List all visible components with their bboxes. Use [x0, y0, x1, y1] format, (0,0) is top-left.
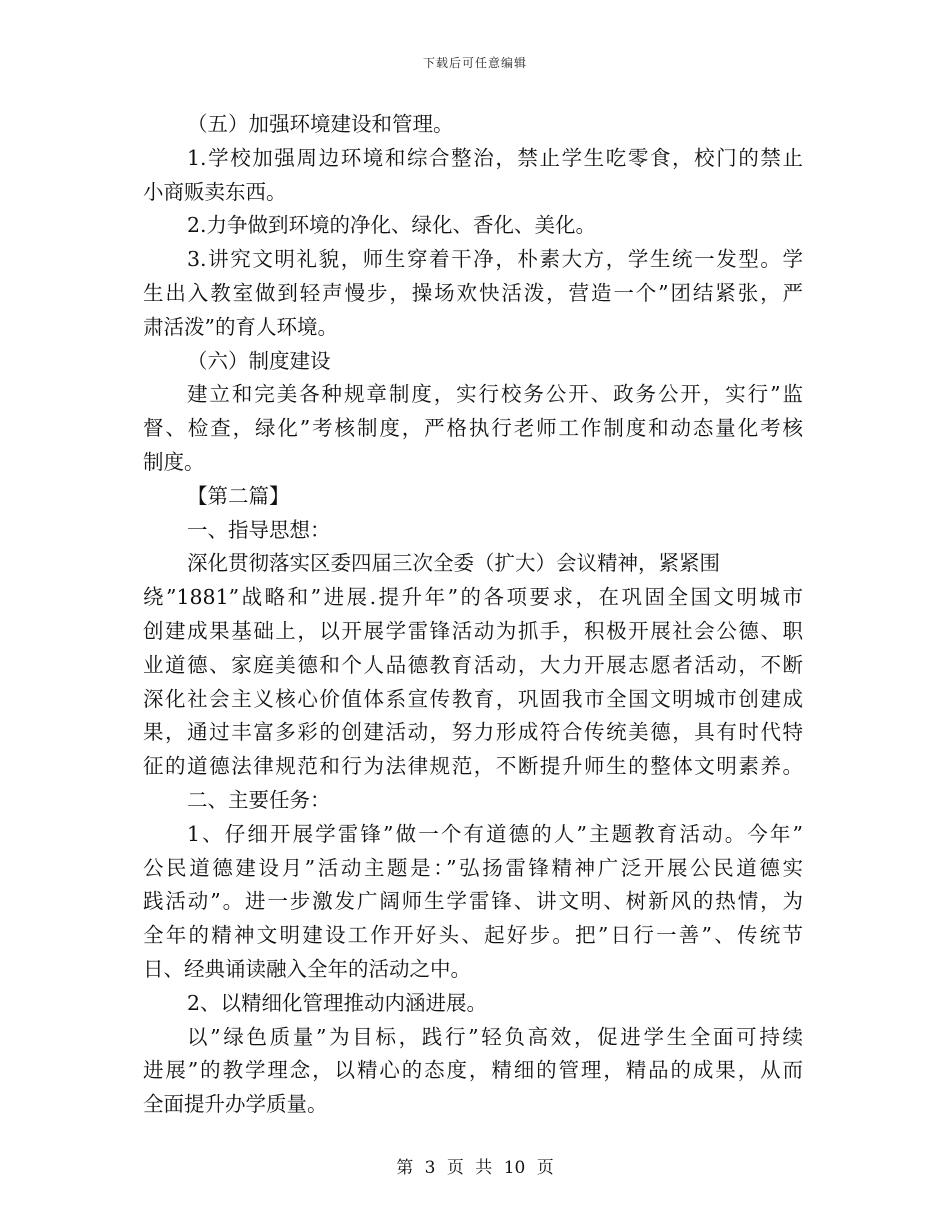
- text-line: 1.学校加强周边环境和综合整治，禁止学生吃零食，校门的禁止: [187, 145, 803, 170]
- text-line: 2、以精细化管理推动内涵进展。: [187, 990, 488, 1015]
- text-line: 创建成果基础上，以开展学雷锋活动为抓手，积极开展社会公德、职: [143, 618, 803, 643]
- text-line: （六）制度建设: [187, 348, 331, 373]
- text-line: 督、检查，绿化”考核制度，严格执行老师工作制度和动态量化考核: [143, 416, 803, 441]
- text-line: 业道德、家庭美德和个人品德教育活动，大力开展志愿者活动，不断: [143, 652, 803, 677]
- text-line: 深化社会主义核心价值体系宣传教育，巩固我市全国文明城市创建成: [143, 686, 803, 711]
- text-line: 以”绿色质量”为目标，践行”轻负高效，促进学生全面可持续: [187, 1024, 803, 1049]
- text-line: 二、主要任务：: [187, 787, 331, 812]
- text-line: 【第二篇】: [187, 483, 290, 508]
- text-line: 践活动”。进一步激发广阔师生学雷锋、讲文明、树新风的热情，为: [143, 889, 803, 914]
- page-header: 下载后可任意编辑: [422, 56, 527, 70]
- text-line: 日、经典诵读融入全年的活动之中。: [143, 956, 471, 981]
- text-line: 公民道德建设月”活动主题是：”弘扬雷锋精神广泛开展公民道德实: [143, 855, 803, 880]
- text-line: 建立和完美各种规章制度，实行校务公开、政务公开，实行”监: [187, 382, 803, 407]
- text-line: 深化贯彻落实区委四届三次全委（扩大）会议精神，紧紧围: [187, 551, 720, 576]
- text-line: 一、指导思想：: [187, 517, 331, 542]
- text-line: 生出入教室做到轻声慢步，操场欢快活泼，营造一个”团结紧张，严: [143, 280, 803, 305]
- text-line: 小商贩卖东西。: [143, 179, 287, 204]
- text-line: 制度。: [143, 449, 205, 474]
- text-line: 征的道德法律规范和行为法律规范，不断提升师生的整体文明素养。: [143, 754, 803, 779]
- text-line: 全年的精神文明建设工作开好头、起好步。把”日行一善”、传统节: [143, 923, 803, 948]
- text-line: 2.力争做到环境的净化、绿化、香化、美化。: [187, 213, 597, 238]
- text-line: 果，通过丰富多彩的创建活动，努力形成符合传统美德，具有时代特: [143, 720, 803, 745]
- text-line: 进展”的教学理念，以精心的态度，精细的管理，精品的成果，从而: [143, 1058, 803, 1083]
- text-line: 绕”1881”战略和”进展.提升年”的各项要求，在巩固全国文明城市: [143, 585, 803, 610]
- document-body: [143, 108, 803, 1122]
- page-number: 第 3 页 共 10 页: [396, 1158, 554, 1178]
- text-line: 1、仔细开展学雷锋”做一个有道德的人”主题教育活动。今年”: [187, 821, 803, 846]
- text-line: （五）加强环境建设和管理。: [187, 112, 454, 136]
- text-line: 全面提升办学质量。: [143, 1092, 328, 1117]
- text-line: 肃活泼”的育人环境。: [143, 314, 338, 339]
- text-line: 3.讲究文明礼貌，师生穿着干净，朴素大方，学生统一发型。学: [187, 247, 803, 272]
